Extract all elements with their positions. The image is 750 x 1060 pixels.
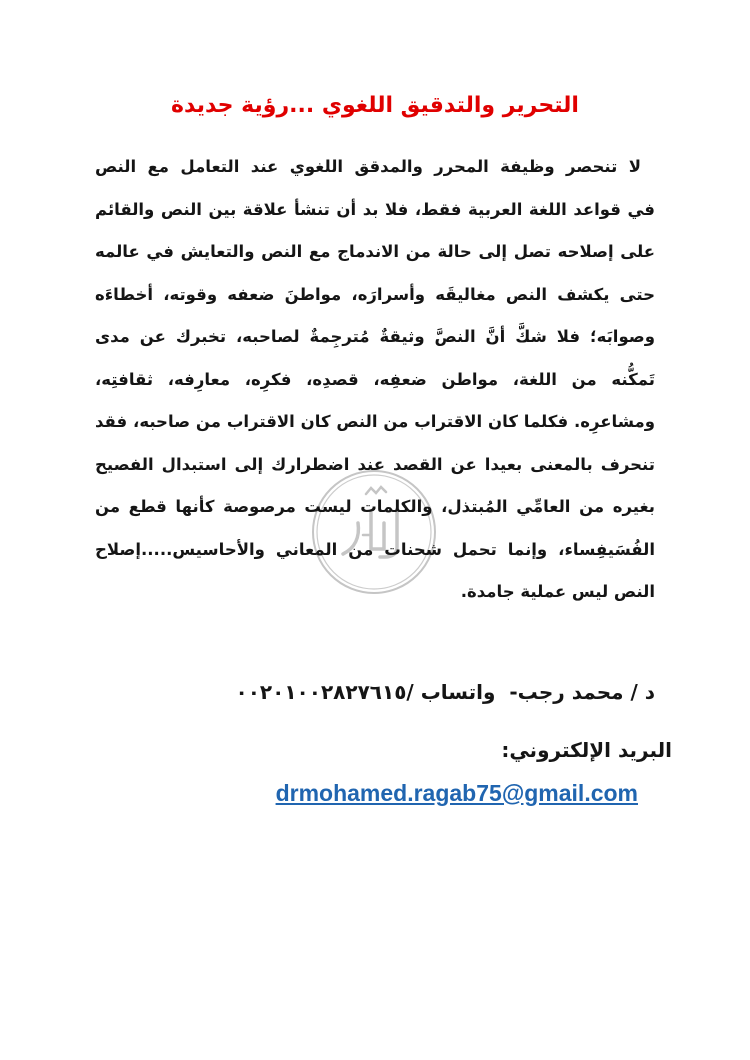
email-link[interactable]: drmohamed.ragab75@gmail.com bbox=[275, 779, 638, 806]
paragraph-line: بغيره من العامِّي المُبتذل، والكلمات ليست مرصوصة كأنها قطع من bbox=[95, 497, 655, 516]
paragraph-line: في قواعد اللغة العربية فقط، فلا بد أن تنشأ علاقة بين النص والقائم bbox=[95, 199, 655, 219]
email-row bbox=[0, 764, 750, 807]
email-label: البريد الإلكتروني: bbox=[501, 737, 672, 762]
paragraph-line: النص ليس عملية جامدة. bbox=[460, 582, 655, 601]
paragraph-line: لا تنحصر وظيفة المحرر والمدقق اللغوي عند التعامل مع النص bbox=[95, 157, 641, 176]
paragraph-line: وصوابَه؛ فلا شكَّ أنَّ النصَّ وثيقةٌ مُترجِمةٌ لصاحبه، تخبرك عن مدى bbox=[95, 327, 655, 346]
paragraph-line: الفُسَيفِساء، وإنما تحمل شحنات من المعاني والأحاسيس.....إصلاح bbox=[95, 539, 655, 559]
page-title: التحرير والتدقيق اللغوي ...رؤية جديدة bbox=[171, 93, 579, 118]
paragraph-line: ومشاعرِه. فكلما كان الاقتراب من النص كان الاقتراب من صاحبه، فقد bbox=[95, 412, 655, 431]
body-paragraph bbox=[95, 146, 655, 614]
paragraph-line: حتى يكشف النص مغاليقَه وأسرارَه، مواطنَ ضعفه وقوته، أخطاءَه bbox=[95, 284, 655, 304]
paragraph-line: تَمكُّنه من اللغة، مواطن ضعفِه، قصدِه، فكرِه، معارِفه، ثقافتِه، bbox=[95, 369, 655, 389]
paragraph-line: تنحرف بالمعنى بعيدا عن القصد عند اضطرارك إلى استبدال الفصيح bbox=[95, 454, 655, 474]
whatsapp-contact-line: د / محمد رجب- واتساب /٠٠٢٠١٠٠٢٨٢٧٦١٥ bbox=[235, 679, 655, 704]
paragraph-line: على إصلاحه تصل إلى حالة من الاندماج مع النص والتعايش في عالمه bbox=[95, 242, 655, 261]
